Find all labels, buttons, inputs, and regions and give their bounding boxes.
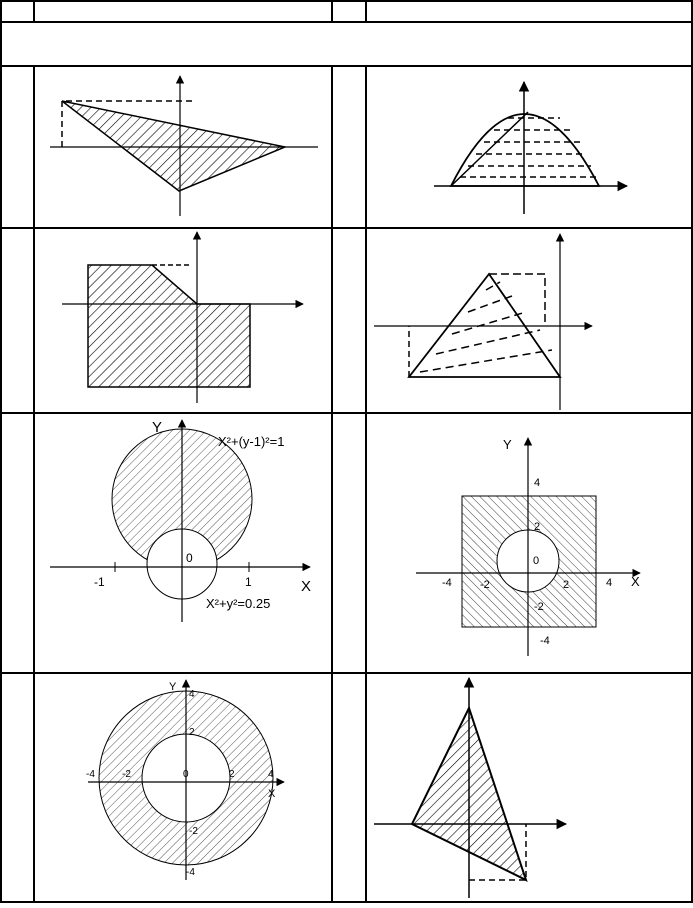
origin-label: 0 xyxy=(533,555,540,567)
x-axis-label: X xyxy=(301,578,312,595)
figure-square xyxy=(416,437,640,656)
header-cell-1 xyxy=(0,0,34,22)
header-cell-3 xyxy=(332,0,366,22)
tick-label: 1 xyxy=(245,575,252,589)
tick-label: -4 xyxy=(86,769,95,780)
tick-label: -2 xyxy=(189,826,198,837)
hatched-region xyxy=(62,101,285,191)
dashed-guide-top xyxy=(489,274,545,326)
tick-label: -4 xyxy=(540,635,550,647)
tick-label: 2 xyxy=(189,727,195,738)
dashed-fill xyxy=(420,282,552,372)
equation-top: X²+(y-1)²=1 xyxy=(218,434,285,449)
header-cell-4 xyxy=(366,0,693,22)
tick-label: 4 xyxy=(189,689,195,700)
equation-bottom: X²+y²=0.25 xyxy=(206,596,271,611)
tick-label: 4 xyxy=(534,477,541,489)
tick-label: -4 xyxy=(186,867,195,878)
origin-label: 0 xyxy=(183,769,189,780)
x-axis-label: X xyxy=(268,788,276,800)
tick-label: -4 xyxy=(442,577,452,589)
banner-row xyxy=(0,23,693,65)
tick-label: 4 xyxy=(606,577,613,589)
chord-line xyxy=(451,112,528,186)
x-axis-label: X xyxy=(631,574,640,589)
origin-label: 0 xyxy=(186,551,193,565)
tick-label: 2 xyxy=(534,521,541,533)
header-cell-2 xyxy=(34,0,332,22)
figure-polygon xyxy=(62,232,303,403)
tick-label: -2 xyxy=(122,769,131,780)
y-axis-label: Y xyxy=(169,681,177,693)
figure-parabola xyxy=(434,82,627,214)
figure-triangle-2 xyxy=(374,234,592,410)
figure-circles xyxy=(50,419,311,622)
y-axis-label: Y xyxy=(503,437,512,452)
y-axis-label: Y xyxy=(152,419,163,436)
figure-ring xyxy=(86,680,284,880)
tick-label: 2 xyxy=(229,769,235,780)
tick-label: -2 xyxy=(534,601,544,613)
parabola-curve xyxy=(451,114,599,186)
tick-label: -1 xyxy=(94,575,105,589)
figure-triangle-1 xyxy=(50,76,318,216)
tick-label: 2 xyxy=(563,579,570,591)
tick-label: 4 xyxy=(268,769,274,780)
tick-label: -2 xyxy=(480,579,490,591)
hatched-region xyxy=(88,265,250,387)
figure-triangle-3 xyxy=(374,678,566,898)
